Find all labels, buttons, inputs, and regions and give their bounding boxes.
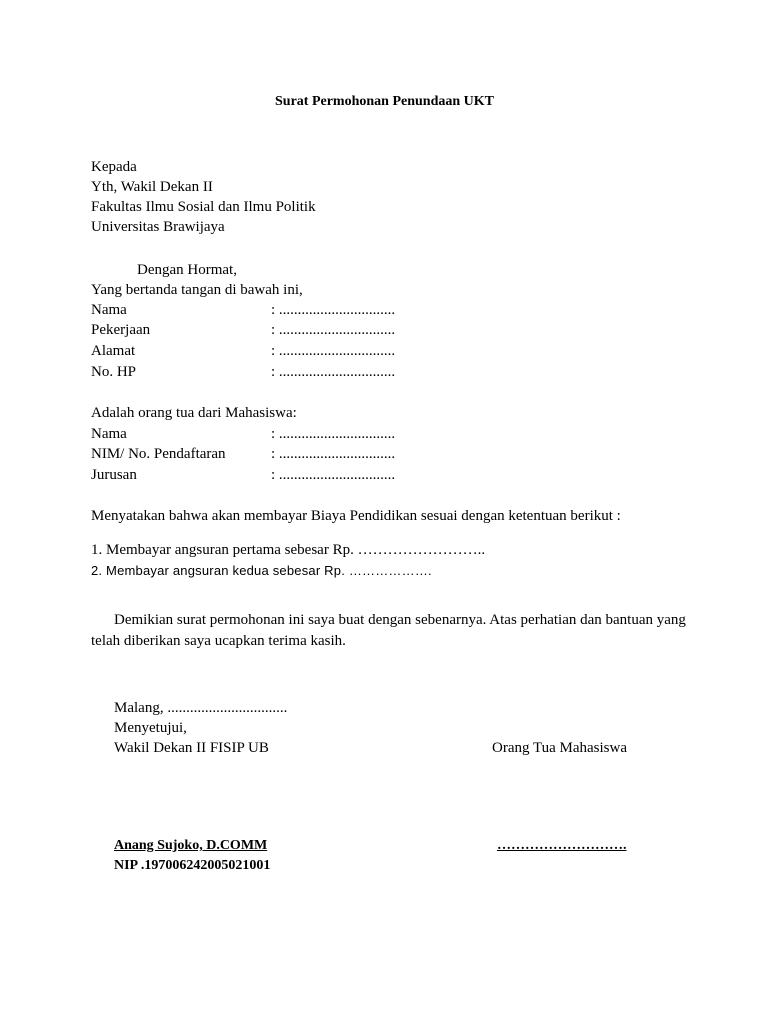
recipient-line-2: Yth, Wakil Dekan II xyxy=(91,179,213,195)
field-label: Nama xyxy=(91,302,127,318)
field-label: Pekerjaan xyxy=(91,322,151,338)
parent-field-address xyxy=(91,344,395,359)
statement-text: Menyatakan bahwa akan membayar Biaya Pendidikan sesuai dengan ketentuan berikut : xyxy=(91,508,621,524)
signer-left-name: Anang Sujoko, D.COMM xyxy=(114,838,268,853)
greeting: Dengan Hormat, xyxy=(137,262,237,278)
place-date: Malang, ................................ xyxy=(114,700,288,716)
signer-left-nip: NIP .197006242005021001 xyxy=(114,858,271,873)
field-label: NIM/ No. Pendaftaran xyxy=(91,446,226,462)
recipient-line-1: Kepada xyxy=(91,159,137,175)
student-intro: Adalah orang tua dari Mahasiswa: xyxy=(91,405,297,421)
parent-field-name xyxy=(91,303,395,318)
field-value: : ............................... xyxy=(271,426,396,442)
intro-text: Yang bertanda tangan di bawah ini, xyxy=(91,282,303,298)
closing-line-1: Demikian surat permohonan ini saya buat dengan sebenarnya. Atas perhatian dan bantuan yang xyxy=(114,612,686,628)
parent-field-occupation xyxy=(91,323,395,338)
field-value: : ............................... xyxy=(271,446,396,462)
recipient-line-3: Fakultas Ilmu Sosial dan Ilmu Politik xyxy=(91,199,316,215)
field-value: : ............................... xyxy=(271,322,396,338)
field-value: : ............................... xyxy=(271,343,396,359)
field-label: Alamat xyxy=(91,343,136,359)
signer-right-title: Orang Tua Mahasiswa xyxy=(492,740,627,756)
closing-line-2: telah diberikan saya ucapkan terima kasih. xyxy=(91,633,346,649)
field-value: : ............................... xyxy=(271,467,396,483)
field-value: : ............................... xyxy=(271,302,396,318)
parent-field-phone xyxy=(91,365,395,380)
letter-title: Surat Permohonan Penundaan UKT xyxy=(275,94,494,109)
installment-2: 2. Membayar angsuran kedua sebesar Rp. ………………. xyxy=(91,563,432,578)
field-label: No. HP xyxy=(91,364,137,380)
signer-left-title: Wakil Dekan II FISIP UB xyxy=(114,740,269,756)
student-field-nim xyxy=(91,447,395,462)
installment-1: 1. Membayar angsuran pertama sebesar Rp. …………………….. xyxy=(91,542,486,558)
field-label: Jurusan xyxy=(91,467,137,483)
student-field-major xyxy=(91,468,395,483)
field-label: Nama xyxy=(91,426,127,442)
student-field-name xyxy=(91,427,395,442)
approval-text: Menyetujui, xyxy=(114,720,187,736)
recipient-line-4: Universitas Brawijaya xyxy=(91,219,225,235)
field-value: : ............................... xyxy=(271,364,396,380)
signer-right-name: ………………………. xyxy=(497,838,627,853)
